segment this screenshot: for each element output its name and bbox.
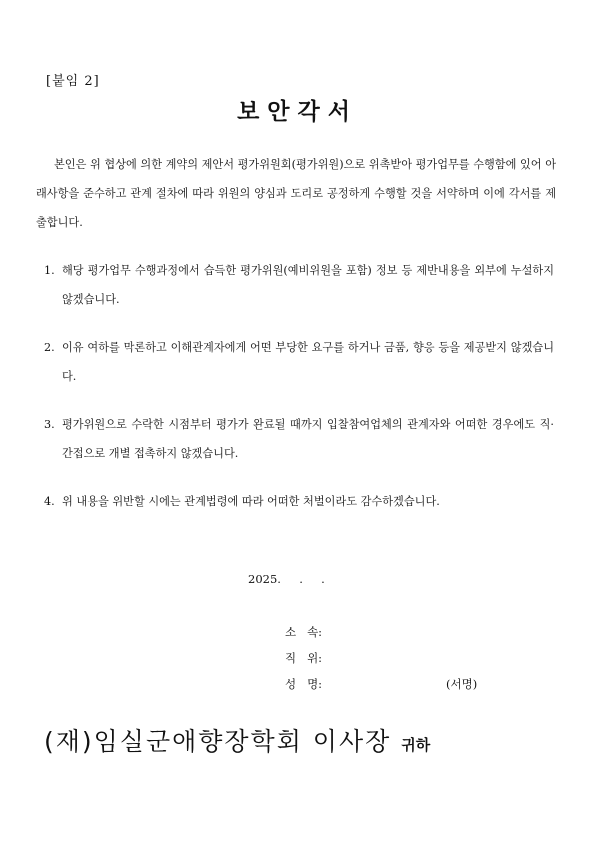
intro-paragraph: 본인은 위 협상에 의한 계약의 제안서 평가위원회(평가위원)으로 위촉받아 평가업무를 수행함에 있어 아래사항을 준수하고 관계 절차에 따라 위원의 양심과 도리로 공정하게 수행할 것을 서약하며 이에 각서를 제출합니다. — [36, 158, 556, 229]
signature-mark: (서명) — [446, 677, 478, 691]
document-title: 보안각서 — [237, 99, 358, 125]
clause-number: 1. — [44, 264, 55, 277]
clause-number: 4. — [44, 495, 55, 508]
clause-text: 위 내용을 위반할 시에는 관계법령에 따라 어떠한 처벌이라도 감수하겠습니다. — [62, 495, 440, 508]
clause-text: 이유 여하를 막론하고 이해관계자에게 어떤 부당한 요구를 하거나 금품, 향응 등을 제공받지 않겠습니다. — [62, 341, 554, 383]
clause-item-1 — [44, 256, 554, 314]
affiliation-label: 소 속: — [285, 625, 323, 639]
attachment-label: [붙임 2] — [46, 74, 100, 89]
clause-item-3 — [44, 410, 554, 468]
clause-item-2 — [44, 333, 554, 391]
position-label: 직 위: — [285, 651, 323, 665]
date-line: 2025. . . — [248, 572, 325, 586]
addressee-name: (재)임실군애향장학회 이사장 — [44, 727, 392, 756]
clause-text: 해당 평가업무 수행과정에서 습득한 평가위원(예비위원을 포함) 정보 등 제반내용을 외부에 누설하지 않겠습니다. — [62, 264, 554, 306]
clause-text: 평가위원으로 수락한 시점부터 평가가 완료될 때까지 입찰참여업체의 관계자와 어떠한 경우에도 직·간접으로 개별 접촉하지 않겠습니다. — [62, 418, 554, 460]
clause-item-4 — [44, 487, 554, 516]
addressee-line — [44, 722, 430, 758]
clause-number: 2. — [44, 341, 55, 354]
name-label: 성 명: — [285, 677, 323, 691]
addressee-suffix: 귀하 — [401, 736, 431, 754]
clause-number: 3. — [44, 418, 55, 431]
